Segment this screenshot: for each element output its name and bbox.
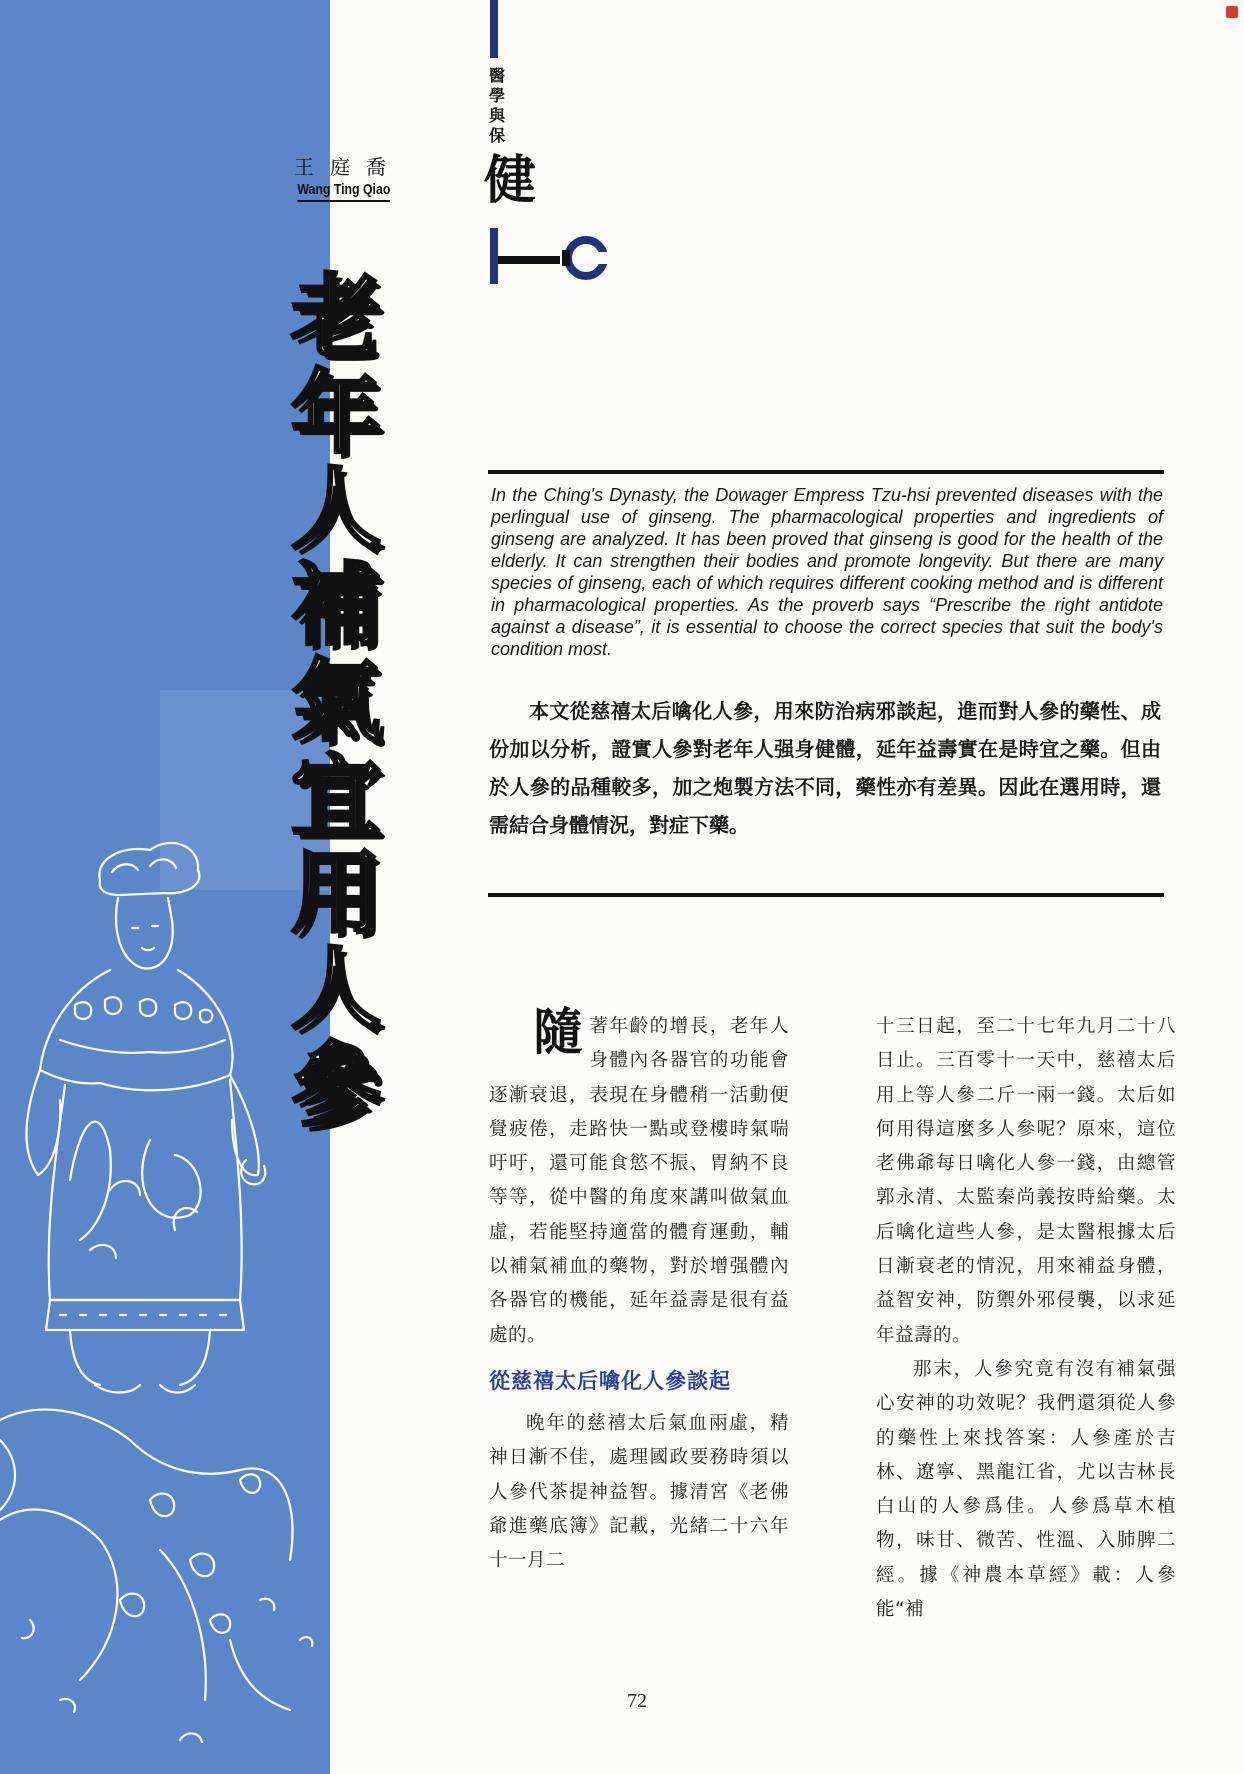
title-char: 老: [291, 265, 381, 370]
intro-paragraph: [489, 1003, 789, 1353]
abstract-rule-bottom: [488, 893, 1164, 897]
title-char: 補: [291, 553, 381, 658]
body-column-right: [876, 1010, 1176, 1627]
section-tag-small: [485, 66, 509, 146]
body-column-left: [489, 1003, 789, 1578]
paragraph-3: 那末，人參究竟有沒有補氣强心安神的功效呢？我們還須從人參的藥性上來找答案：人參產於吉林、遼寧、黑龍江省，尤以吉林長白山的人參爲佳。人參爲草木植物，味甘、微苦、性溫、入肺脾二經。據《神農本草經》載：人參能“補: [876, 1358, 1176, 1621]
title-char: 宜: [291, 745, 381, 850]
drop-cap: 隨: [533, 1003, 584, 1061]
author-name-english: Wang Ting Qiao: [297, 181, 390, 202]
title-char: 用: [291, 841, 381, 946]
section-tag-char: 與: [488, 106, 505, 125]
page-number: 72: [627, 1690, 647, 1712]
title-char: 參: [291, 1033, 381, 1138]
section-tag-char: 保: [488, 126, 505, 145]
abstract-rule-top: [488, 470, 1164, 474]
corner-mark: [1226, 6, 1238, 18]
title-char: 人: [291, 457, 381, 562]
title-char: 氣: [291, 649, 381, 754]
section-subheading: 從慈禧太后噙化人參談起: [489, 1368, 731, 1393]
intro-text: 著年齡的增長，老年人身體內各器官的功能會逐漸衰退，表現在身體稍一活動便覺疲倦，走路快一點或登樓時氣喘吁吁，還可能食慾不振、胃納不良等等，從中醫的角度來講叫做氣血虛，若能堅持適當的體育運動，輔以補氣補血的藥物，對於增强體內各器官的機能，延年益壽是很有益處的。: [489, 1016, 789, 1346]
title-char: 人: [291, 937, 381, 1042]
abstract-english: In the Ching's Dynasty, the Dowager Empress Tzu-hsi prevented diseases with the perlingual use of ginseng. The pharmacological properties and ingredients of ginseng are analyzed. It has been proved that ginseng is good for the health of the elderly. It can strengthen their bodies and promote longevity. But there are many species of ginseng, each of which requires different cooking method and is different in pharmacological properties. As the proverb says “Prescribe the right antidote against a disease”, it is essential to choose the correct species that suit the body's condition most.: [491, 485, 1163, 659]
title-char: 年: [291, 361, 381, 466]
paragraph-2-continued: 十三日起，至二十七年九月二十八日止。三百零十一天中，慈禧太后用上等人參二斤一兩一錢。太后如何用得這麼多人參呢？原來，這位老佛爺每日噙化人參一錢，由總管郭永清、太監秦尚義按時給藥。太后噙化這些人參，是太醫根據太后日漸衰老的情況，用來補益身體，益智安神，防禦外邪侵襲，以求延年益壽的。: [876, 1016, 1176, 1346]
author-name-chinese: 王庭喬: [294, 155, 402, 179]
section-tag-rule: [498, 256, 560, 264]
section-tag-big: 健: [484, 151, 537, 211]
section-tag-bar-lower: [490, 228, 498, 284]
article-title: [281, 265, 391, 1138]
abstract-chinese: 本文從慈禧太后噙化人參，用來防治病邪談起，進而對人參的藥性、成份加以分析，證實人參對老年人强身健體，延年益壽實在是時宜之藥。但由於人參的品種較多，加之炮製方法不同，藥性亦有差異。因此在選用時，還需結合身體情況，對症下藥。: [489, 699, 1161, 837]
section-tag-char: 學: [488, 86, 505, 105]
paragraph-2-start: 晚年的慈禧太后氣血兩虛，精神日漸不佳，處理國政要務時須以人參代茶提神益智。據清宮《老佛爺進藥底簿》記載，光緒二十六年十一月二: [489, 1412, 789, 1572]
section-logo-icon: [556, 236, 616, 280]
section-tag-char: 醫: [488, 66, 505, 85]
section-tag-bar: [490, 0, 498, 58]
author-block: [268, 155, 402, 202]
